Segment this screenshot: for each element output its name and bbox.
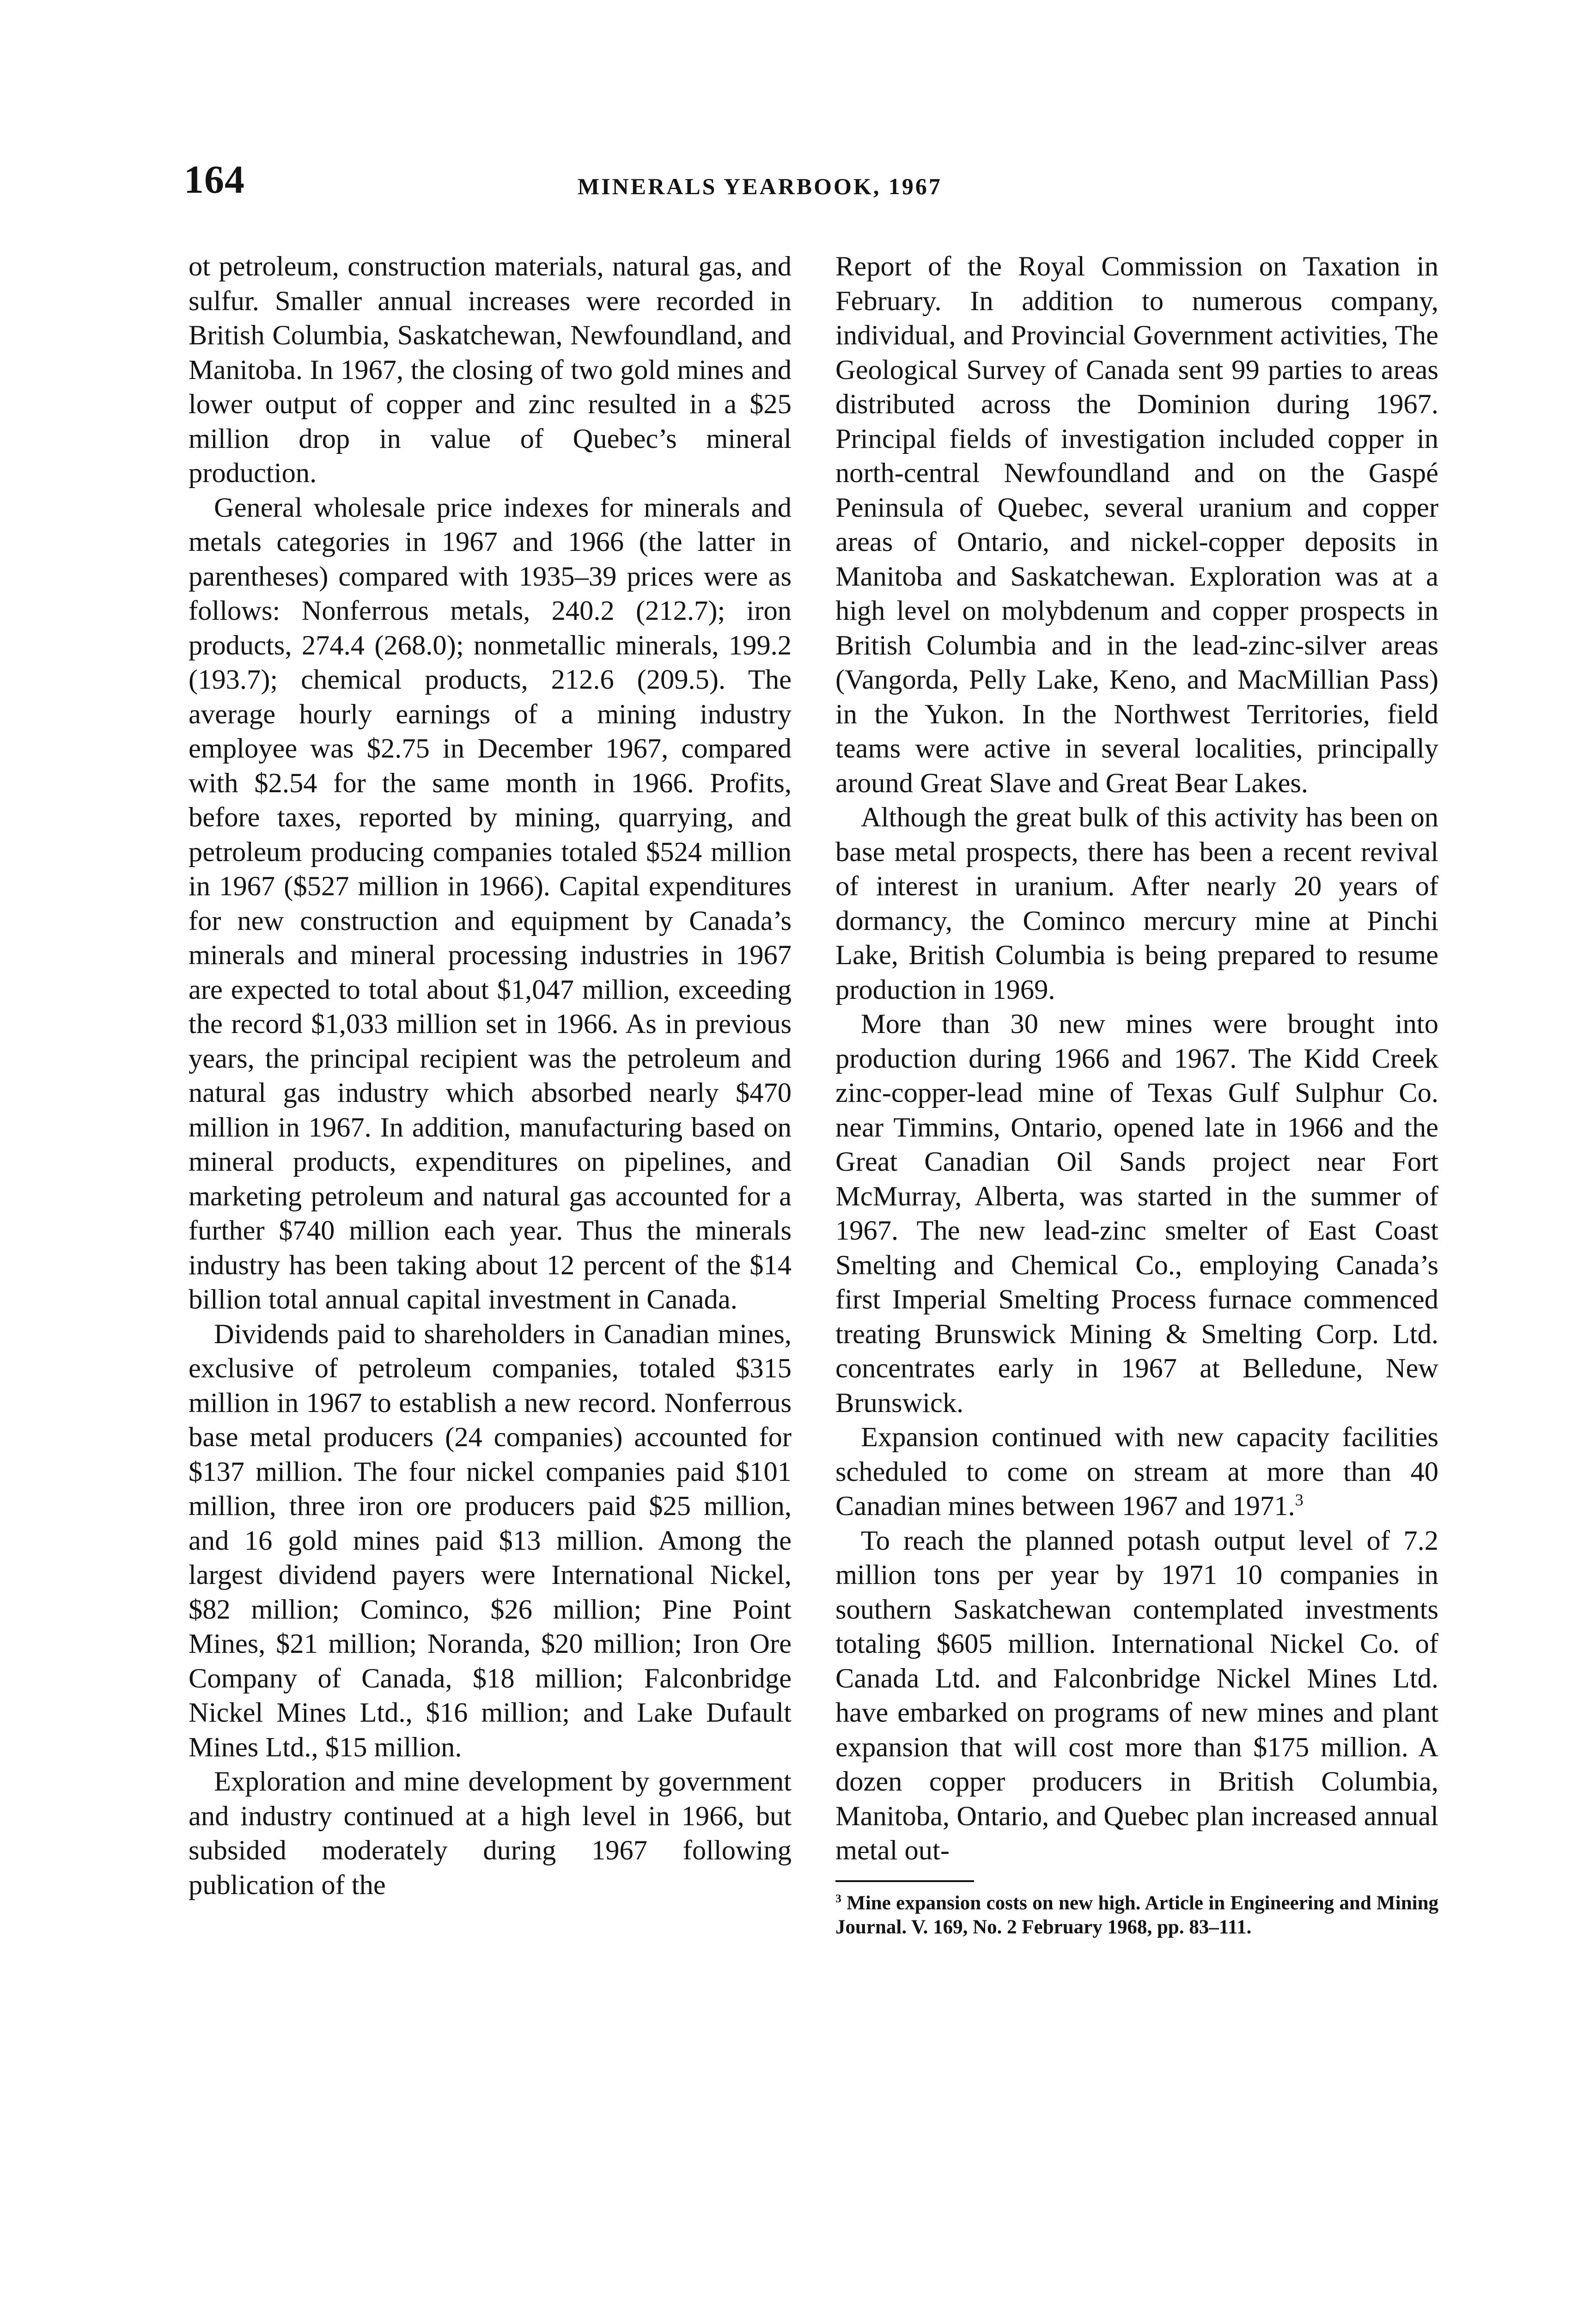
page-number: 164 (184, 157, 245, 202)
paragraph-text: Expansion continued with new capacity facilities scheduled to come on stream at more than 40 Canadian mines between 1967 and 1971. (835, 1422, 1438, 1522)
paragraph: Although the great bulk of this activity has been on base metal prospects, there has been a recent revival of interest in uranium. After nearly 20 years of dormancy, the Cominco mercury mine at Pinchi Lake, British Columbia is being prepared to resume production in 1969. (835, 802, 1438, 1005)
paragraph: Report of the Royal Commission on Taxation in February. In addition to numerous company, individual, and Provincial Government activities, The Geological Survey of Canada sent 99 parties to areas distributed across the Dominion during 1967. Principal fields of investigation included copper in north-central Newfoundland and on the Gaspé Peninsula of Quebec, several uranium and copper areas of Ontario, and nickel-copper deposits in Manitoba and Saskatchewan. Exploration was at a high level on molybdenum and copper prospects in British Columbia and in the lead-zinc-silver areas (Vangorda, Pelly Lake, Keno, and MacMillian Pass) in the Yukon. In the Northwest Territories, field teams were active in several localities, principally around Great Slave and Great Bear Lakes. (835, 251, 1438, 799)
footnote-reference: 3 (1295, 1490, 1304, 1509)
footnote (835, 1891, 1438, 1939)
paragraph (835, 1420, 1438, 1524)
paragraph: To reach the planned potash output level of 7.2 million tons per year by 1971 10 companies in southern Saskatchewan contemplated investments totaling $605 million. International Nickel Co. of Canada Ltd. and Falconbridge Nickel Mines Ltd. have embarked on programs of new mines and plant expansion that will cost more than $175 million. A dozen copper producers in British Columbia, Manitoba, Ontario, and Quebec plan increased annual metal out- (835, 1525, 1438, 1866)
left-column (189, 250, 792, 1902)
paragraph: ot petroleum, construction materials, natural gas, and sulfur. Smaller annual increases were recorded in British Columbia, Saskatchewan, Newfoundland, and Manitoba. In 1967, the closing of two gold mines and lower output of copper and zinc resulted in a $25 million drop in value of Quebec’s mineral production. (189, 251, 792, 489)
footnote-marker: 3 (835, 1891, 841, 1905)
paragraph: General wholesale price indexes for minerals and metals categories in 1967 and 1966 (the latter in parentheses) compared with 1935–39 prices were as follows: Nonferrous metals, 240.2 (212.7); iron products, 274.4 (268.0); nonmetallic minerals, 199.2 (193.7); chemical products, 212.6 (209.5). The average hourly earnings of a mining industry employee was $2.75 in December 1967, compared with $2.54 for the same month in 1966. Profits, before taxes, reported by mining, quarrying, and petroleum producing companies totaled $524 million in 1967 ($527 million in 1966). Capital expenditures for new construction and equipment by Canada’s minerals and mineral processing industries in 1967 are expected to total about $1,047 million, exceeding the record $1,033 million set in 1966. As in previous years, the principal recipient was the petroleum and natural gas industry which absorbed nearly $470 million in 1967. In addition, manufacturing based on mineral products, expenditures on pipelines, and marketing petroleum and natural gas accounted for a further $740 million each year. Thus the minerals industry has been taking about 12 percent of the $14 billion total annual capital investment in Canada. (189, 492, 792, 1315)
paragraph: Dividends paid to shareholders in Canadian mines, exclusive of petroleum companies, totaled $315 million in 1967 to establish a new record. Nonferrous base metal producers (24 companies) accounted for $137 million. The four nickel companies paid $101 million, three iron ore producers paid $25 million, and 16 gold mines paid $13 million. Among the largest dividend payers were International Nickel, $82 million; Cominco, $26 million; Pine Point Mines, $21 million; Noranda, $20 million; Iron Ore Company of Canada, $18 million; Falconbridge Nickel Mines Ltd., $16 million; and Lake Dufault Mines Ltd., $15 million. (189, 1318, 792, 1763)
paragraph: Exploration and mine development by government and industry continued at a high level in 1966, but subsided moderately during 1967 following publication of the (189, 1766, 792, 1901)
paragraph: More than 30 new mines were brought into production during 1966 and 1967. The Kidd Creek zinc-copper-lead mine of Texas Gulf Sulphur Co. near Timmins, Ontario, opened late in 1966 and the Great Canadian Oil Sands project near Fort McMurray, Alberta, was started in the summer of 1967. The new lead-zinc smelter of East Coast Smelting and Chemical Co., employing Canada’s first Imperial Smelting Process furnace commenced treating Brunswick Mining & Smelting Corp. Ltd. concentrates early in 1967 at Belledune, New Brunswick. (835, 1009, 1438, 1418)
footnote-divider (835, 1880, 974, 1882)
footnote-text: Mine expansion costs on new high. Article in Engineering and Mining Journal. V. 169, No. 2 February 1968, pp. 83–111. (835, 1892, 1438, 1938)
running-head: MINERALS YEARBOOK, 1967 (578, 173, 942, 199)
right-column (835, 250, 1438, 1939)
